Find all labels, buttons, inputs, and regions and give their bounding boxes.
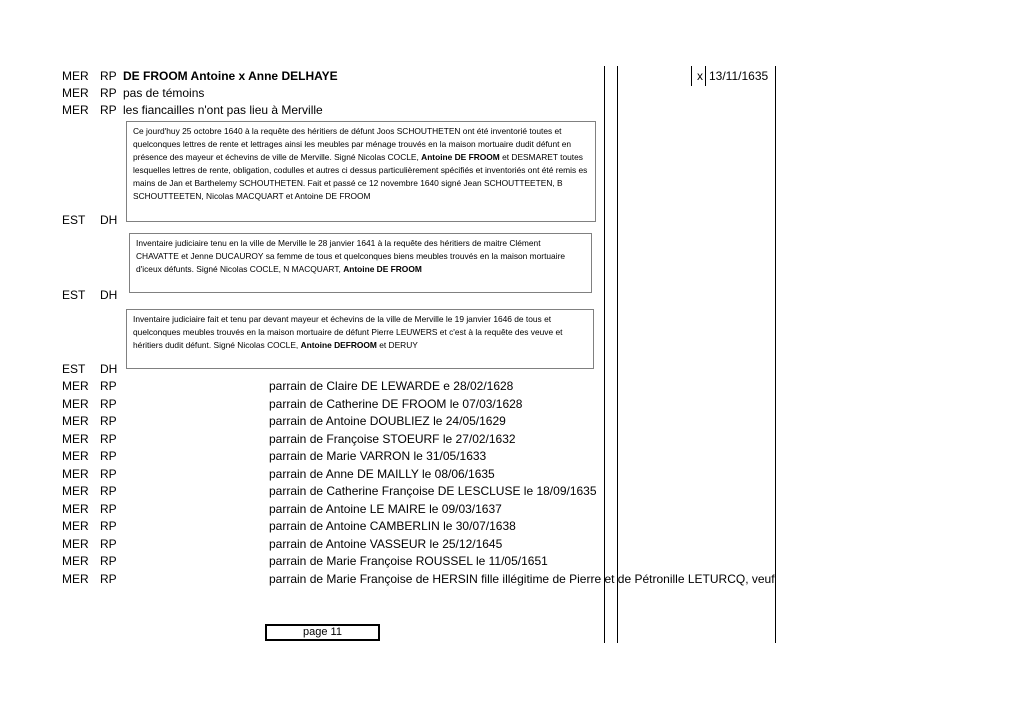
estate-note-box [126, 309, 594, 369]
info-text: les fiancailles n'ont pas lieu à Merville [123, 103, 323, 117]
record-type: RP [100, 554, 117, 568]
page-number: page 11 [265, 624, 380, 641]
source-code: MER [62, 396, 89, 411]
source-code: MER [62, 449, 89, 463]
godfather-text: parrain de Anne DE MAILLY le 08/06/1635 [269, 466, 495, 481]
record-type: RP [100, 466, 117, 481]
record-type: RP [100, 431, 117, 446]
godfather-text: parrain de Marie Françoise ROUSSEL le 11/05/1651 [269, 554, 548, 568]
record-type: RP [100, 536, 117, 551]
record-type: RP [100, 484, 117, 498]
note-highlight: Antoine DEFROOM [300, 340, 377, 350]
source-code: MER [62, 103, 89, 117]
source-code: MER [62, 379, 89, 393]
info-text: pas de témoins [123, 86, 205, 100]
estate-note-box [129, 233, 592, 293]
source-code: MER [62, 536, 89, 551]
note-highlight: Antoine DE FROOM [343, 264, 422, 274]
godfather-text: parrain de Antoine VASSEUR le 25/12/1645 [269, 536, 503, 551]
source-code: MER [62, 69, 89, 83]
note-text: et DESMARET toutes lesquelles lettres de rente, obligation, codulles et autres ci dessus particulièrement spécifiés et inventoriés ont été remis es mains de Jan et Barthelemy SCHOUTHETEN. Fait et passé ce 12 novembre 1640 signé Jean SCHOUTTEETEN, B SCHOUTTEETEN, Nicolas MACQUART et Antoine DE FROOM [133, 152, 588, 201]
record-type: RP [100, 501, 117, 516]
godfather-text: parrain de Antoine CAMBERLIN le 30/07/1638 [269, 519, 516, 533]
record-type: DH [100, 288, 118, 302]
note-text: et DERUY [376, 340, 418, 350]
column-rule [617, 66, 618, 643]
record-type: RP [100, 86, 117, 100]
column-rule [775, 66, 776, 643]
estate-note-box [126, 121, 596, 222]
source-code: MER [62, 414, 89, 428]
marriage-date: 13/11/1635 [709, 69, 769, 83]
record-type: DH [100, 362, 118, 376]
source-code: MER [62, 86, 89, 100]
marriage-mark: x [697, 69, 703, 83]
source-code: MER [62, 501, 89, 516]
record-type: RP [100, 396, 117, 411]
note-text: Inventaire judiciaire fait et tenu par devant mayeur et échevins de la ville de Merville le 19 janvier 1646 de tous et quelconques meubles trouvés en la maison mortuaire de défunt Pierre LEUWERS et c'est à la requête des veuve et héritiers dudit défunt. Signé Nicolas COCLE, [133, 314, 563, 350]
record-type: RP [100, 571, 117, 586]
source-code: EST [62, 288, 86, 302]
godfather-text: parrain de Marie VARRON le 31/05/1633 [269, 449, 487, 463]
godfather-text: parrain de Antoine LE MAIRE le 09/03/1637 [269, 501, 502, 516]
source-code: EST [62, 213, 86, 227]
source-code: MER [62, 484, 89, 498]
godfather-text: parrain de Françoise STOEURF le 27/02/1632 [269, 431, 516, 446]
note-highlight: Antoine DE FROOM [421, 152, 500, 162]
column-rule [705, 66, 706, 86]
note-text: Inventaire judiciaire tenu en la ville de Merville le 28 janvier 1641 à la requête des héritiers de maitre Clément CHAVATTE et Jenne DUCAUROY sa femme de tous et quelconques biens meubles trouvés en la maison mortuaire d'iceux défunts. Signé Nicolas COCLE, N MACQUART, [136, 238, 566, 274]
note-text: Ce jourd'huy 25 octobre 1640 à la requête des héritiers de défunt Joos SCHOUTHETEN ont été inventorié toutes et quelconques lettres de rente et lettrages ainsi les meubles par ménage trouvés en la maison mortuaire dudit défunt en présence des mayeur et échevins de ville de Merville. Signé Nicolas COCLE, [133, 126, 572, 162]
column-rule [604, 66, 605, 643]
record-type: DH [100, 213, 118, 227]
source-code: MER [62, 431, 89, 446]
marriage-title: DE FROOM Antoine x Anne DELHAYE [123, 69, 338, 83]
source-code: MER [62, 571, 89, 586]
godfather-text: parrain de Claire DE LEWARDE e 28/02/1628 [269, 379, 514, 393]
source-code: MER [62, 554, 89, 568]
godfather-text: parrain de Marie Françoise de HERSIN fille illégitime de Pierre et de Pétronille LETURCQ, veuf [269, 571, 775, 586]
godfather-text: parrain de Catherine Françoise DE LESCLUSE le 18/09/1635 [269, 484, 597, 498]
source-code: MER [62, 519, 89, 533]
record-type: RP [100, 103, 117, 117]
record-type: RP [100, 69, 117, 83]
godfather-text: parrain de Catherine DE FROOM le 07/03/1628 [269, 396, 523, 411]
record-type: RP [100, 449, 117, 463]
column-rule [691, 66, 692, 86]
source-code: MER [62, 466, 89, 481]
godfather-text: parrain de Antoine DOUBLIEZ le 24/05/1629 [269, 414, 506, 428]
record-type: RP [100, 379, 117, 393]
record-type: RP [100, 414, 117, 428]
record-type: RP [100, 519, 117, 533]
source-code: EST [62, 362, 86, 376]
